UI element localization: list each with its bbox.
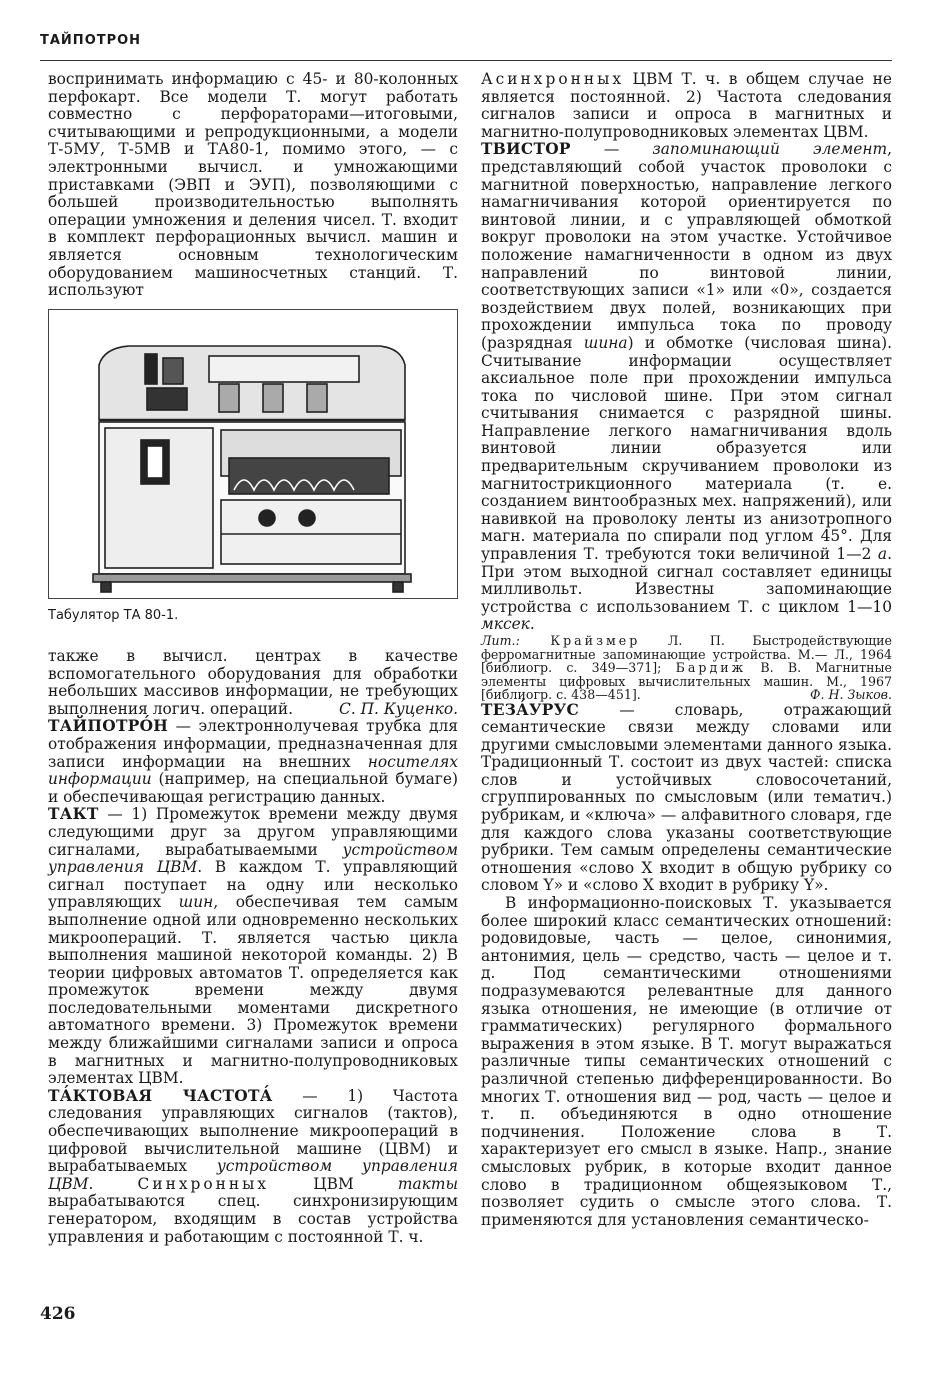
entry-heading: ТЕЗА́УРУС <box>481 700 580 719</box>
right-column <box>481 71 892 1229</box>
left-column-top <box>48 71 458 300</box>
entry-heading: ТА́КТОВАЯ ЧАСТОТА́ <box>48 1086 273 1105</box>
tabulator-figure <box>48 309 458 599</box>
entry-heading: ТАКТ <box>48 805 99 824</box>
paragraph-tabulator-end: воспринимать информацию с 45- и 80-колонных перфокарт. Все модели Т. могут работать совместно с перфораторами—итоговыми, считывающими и репродукционными, а модели Т-5МУ, Т-5МВ и ТА80-1, помимо этого, — с электронными вычисл. и умножающими приставками (ЭВП и ЭУП), позволяющими с большей производительностью выполнять операции умножения и деления чисел. Т. входит в комплект перфорационных вычисл. машин и является основным технологическим оборудованием машиносчетных станций. Т. используют <box>48 70 458 300</box>
figure-caption: Табулятор ТА 80-1. <box>48 608 179 623</box>
tabulator-illustration <box>49 310 457 598</box>
page-number: 426 <box>40 1304 76 1324</box>
literature-tvistor: Лит.: Крайзмер Л. П. Быстродействующие ферромагнитные запоминающие устройства. М.— Л., 1964 [библиогр. с. 349—371]; Бардиж В. В. Магнитные элементы цифровых вычислительных машин. М., 1967 [библиогр. с. 438—451]. Ф. Н. Зыков. <box>481 633 892 702</box>
entry-taipotron: ТАЙПОТРО́Н — электроннолучевая трубка для отображения информации, предназначенная для записи информации на внешних носителях информации (например, на специальной бумаге) и обеспечивающая регистрацию данных. <box>48 717 458 806</box>
entry-tvistor: ТВИСТОР — запоминающий элемент, представляющий собой участок проволоки с магнитной поверхностью, направление легкого намагничивания которой ориентируется по винтовой линии, и с управляющей обмоткой вокруг проволоки на этом участке. Устойчивое положение намагниченности в одном из двух направлений по винтовой линии, соответствующих записи «1» или «0», создается воздействием двух полей, возникающих при прохождении импульса тока по проводу (разрядная шина) и обмотке (числовая шина). Считывание информации осуществляет аксиальное поле при прохождении импульса тока по числовой шине. При этом сигнал считывания снимается с разрядной шины. Направление легкого намагничивания вдоль винтовой линии образуется или предварительным скручиванием проволоки из магнитострикционного материала (т. е. созданием винтообразных мех. напряжений), или навивкой на проволоку ленты из анизотропного магн. материала по спирали под углом 45°. Для управления Т. требуются токи величиной 1—2 а. При этом выходной сигнал составляет единицы милливольт. Известны запоминающие устройства с использованием Т. с циклом 1—10 мксек. <box>481 140 893 634</box>
entry-taktovaya-chastota: ТА́КТОВАЯ ЧАСТОТА́ — 1) Частота следования управляющих сигналов (тактов), обеспечивающих выполнение микроопераций в цифровой вычислительной машине (ЦВМ) и вырабатываемых устройством управления ЦВМ. Синхронных ЦВМ такты вырабатываются спец. синхронизирующим генератором, входящим в состав устройства управления и работающим с постоянной Т. ч. <box>48 1086 459 1246</box>
author-signature: С. П. Куценко. <box>339 699 458 718</box>
author-signature: Ф. Н. Зыков. <box>810 687 892 702</box>
paragraph-async: Асинхронных ЦВМ Т. ч. в общем случае не является постоянной. 2) Частота следования сигналов записи и опроса в магнитных и магнитно-полупроводниковых элементах ЦВМ. <box>481 70 892 141</box>
paragraph-tezaurus-ir: В информационно-поисковых Т. указывается более широкий класс семантических отношений: родовидовые, часть — целое, синонимия, антонимия, цель — средство, часть — целое и т. д. Под семантическими отношениями подразумеваются релевантные для данного языка отношения, не имеющие (в отличие от грамматических) регулярного формального выражения в этом языке. В Т. могут выражаться различные типы семантических отношений с различной степенью дифференцированности. Во многих Т. отношения вид — род, часть — целое и т. п. объединяются в одно отношение подчинения. Положение слова в Т. характеризует его смысл в языке. Напр., знание смысловых рубрик, в которые входит данное слово в традиционном общеязыковом Т., позволяет судить о смысле этого слова. Т. применяются для установления семантическо- <box>481 894 892 1229</box>
left-column-bottom <box>48 648 458 1246</box>
running-header <box>40 33 892 48</box>
entry-heading: ТАЙПОТРО́Н <box>48 717 169 736</box>
entry-tezaurus: ТЕЗА́УРУС — словарь, отражающий семантические связи между словами или другими смысловыми элементами данного языка. Традиционный Т. состоит из двух частей: списка слов и устойчивых словосочетаний, сгруппированных по смысловым (или тематич.) рубрикам, и «ключа» — алфавитного словаря, где для каждого слова указаны соответствующие рубрики. Тем самым определены семантические отношения «слово X входит в общую рубрику со словом Y» и «слово X входит в рубрику Y». <box>481 700 892 895</box>
entry-heading: ТВИСТОР <box>481 140 571 159</box>
paragraph-tabulator-cont: также в вычисл. центрах в качестве вспомогательного оборудования для обработки небольших массивов информации, не требующих выполнения логич. операций. С. П. Куценко. <box>48 647 458 718</box>
entry-takt: ТАКТ — 1) Промежуток времени между двумя следующими друг за другом управляющими сигналами, вырабатываемыми устройством управления ЦВМ. В каждом Т. управляющий сигнал поступает на одну или несколько управляющих шин, обеспечивая тем самым выполнение одной или одновременно нескольких микроопераций. Т. является частью цикла выполнения машиной некоторой команды. 2) В теории цифровых автоматов Т. определяется как промежуток времени между двумя последовательными моментами дискретного автоматного времени. 3) Промежуток времени между ближайшими сигналами записи и опроса в магнитных и магнитно-полупроводниковых элементах ЦВМ. <box>48 805 459 1088</box>
running-title: ТАЙПОТРОН <box>40 33 142 48</box>
header-rule <box>40 60 892 61</box>
